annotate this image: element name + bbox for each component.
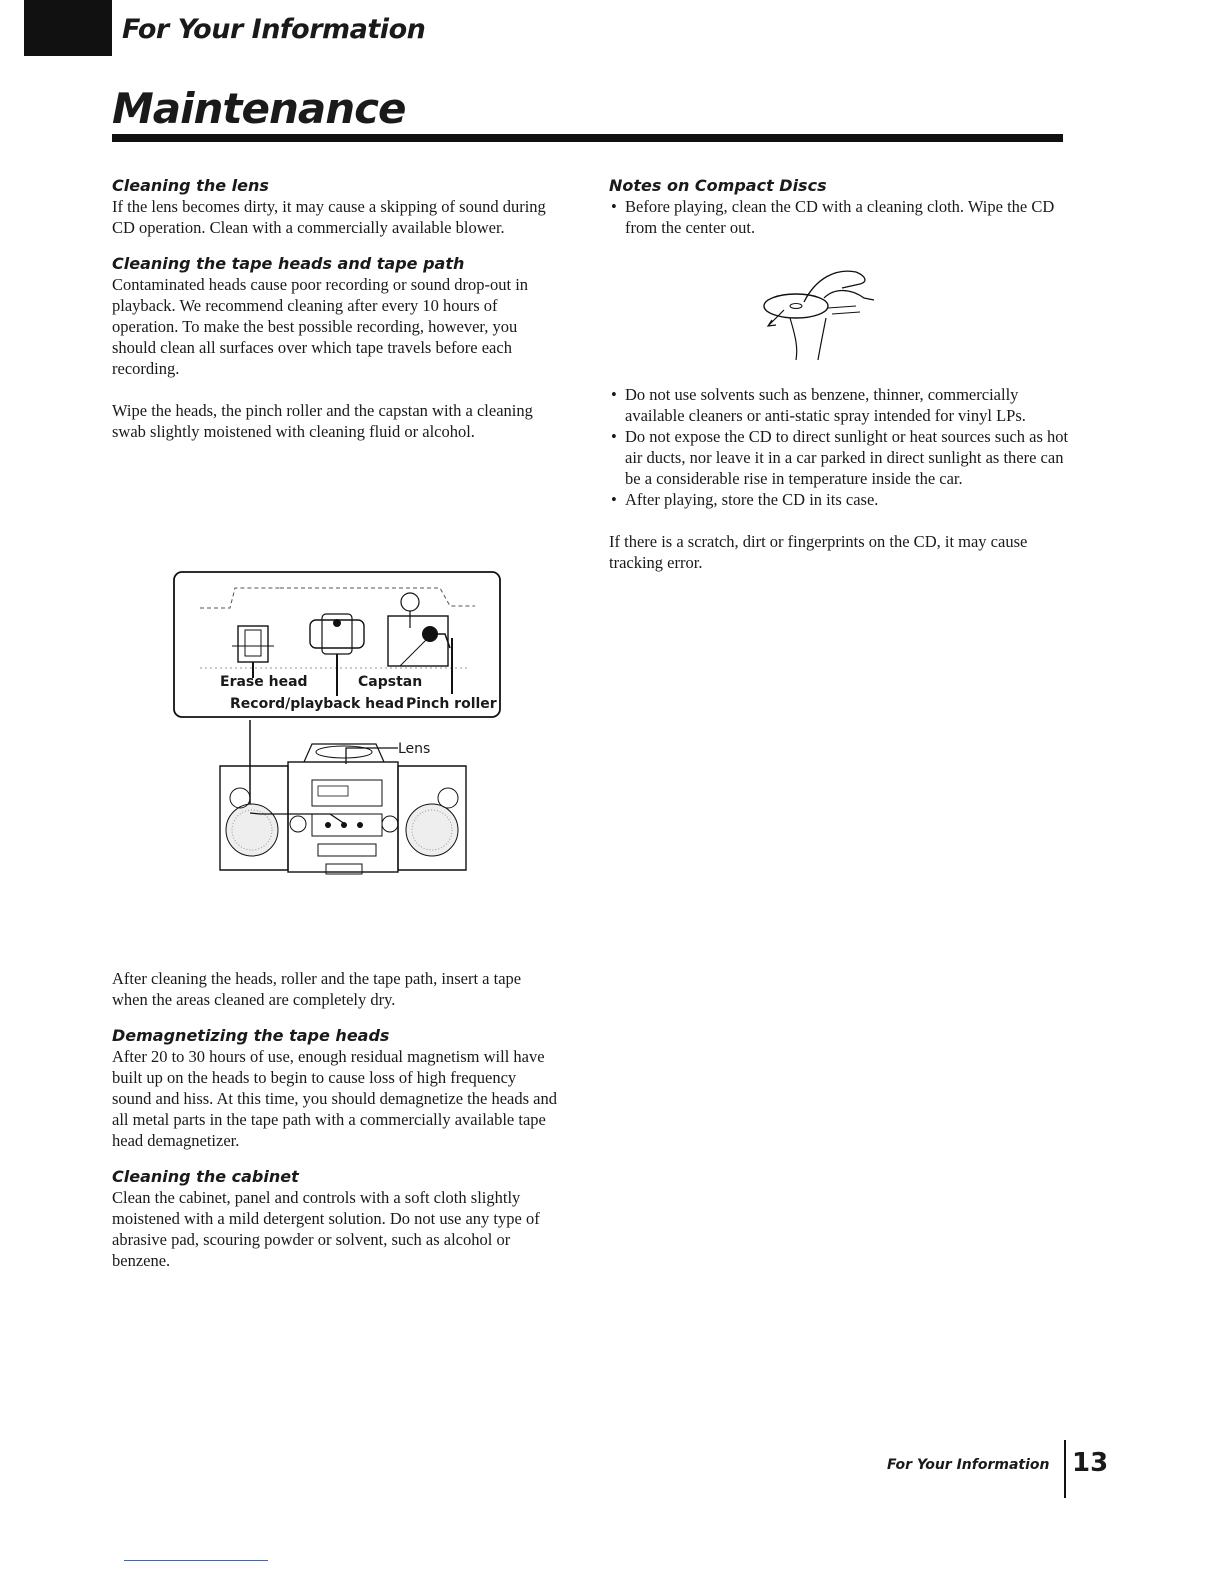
label-capstan: Capstan [358, 674, 423, 690]
title-rule [112, 134, 1063, 142]
section-tab-block [24, 0, 112, 56]
footer-section-label: For Your Information [887, 1457, 1050, 1473]
cd-bullets [609, 384, 1069, 510]
heading-cleaning-lens: Cleaning the lens [112, 176, 269, 195]
text-cleaning-lens: If the lens becomes dirty, it may cause a skipping of sound during CD operation. Clean with a commercially available blower. [112, 197, 546, 237]
right-column-lower [609, 384, 1069, 573]
text-cleaning-cabinet: Clean the cabinet, panel and controls with a soft cloth slightly moistened with a mild detergent solution. Do not use any type of abrasive pad, scouring powder or solvent, such as alcohol or benzene. [112, 1188, 540, 1270]
stereo-diagram [200, 718, 480, 883]
list-item: • After playing, store the CD in its case. [609, 489, 1069, 510]
left-column [112, 175, 557, 442]
text-cleaning-tape-1: Contaminated heads cause poor recording or sound drop-out in playback. We recommend cleaning after every 10 hours of operation. To make the best possible recording, however, you should clean all surfaces over which tape travels before each recording. [112, 275, 529, 378]
label-record-playback-head: Record/playback head [230, 696, 405, 712]
footer-rule [1064, 1440, 1066, 1498]
left-column-lower [112, 968, 557, 1271]
list-item: • Before playing, clean the CD with a cleaning cloth. Wipe the CD from the center out. [609, 196, 1069, 238]
heading-compact-discs: Notes on Compact Discs [609, 176, 827, 195]
text-cleaning-tape-2: Wipe the heads, the pinch roller and the capstan with a cleaning swab slightly moistened with cleaning fluid or alcohol. [112, 401, 533, 441]
text-cd-tracking: If there is a scratch, dirt or fingerprints on the CD, it may cause tracking error. [609, 532, 1028, 572]
bottom-line [124, 1560, 268, 1561]
list-item: • Do not expose the CD to direct sunlight or heat sources such as hot air ducts, nor leave it in a car parked in direct sunlight as there can be a considerable rise in temperature inside the car. [609, 426, 1069, 489]
heading-demagnetizing: Demagnetizing the tape heads [112, 1026, 390, 1045]
text-after-cleaning: After cleaning the heads, roller and the tape path, insert a tape when the areas cleaned are completely dry. [112, 969, 522, 1009]
label-erase-head: Erase head [220, 674, 308, 690]
cd-cleaning-diagram [756, 258, 886, 363]
label-lens: Lens [398, 741, 431, 757]
list-item: • Do not use solvents such as benzene, thinner, commercially available cleaners or anti-static spray intended for vinyl LPs. [609, 384, 1069, 426]
cd-cleaning-illustration [756, 258, 886, 363]
section-title: For Your Information [122, 14, 426, 45]
cd-bullet-first [609, 196, 1069, 238]
right-column [609, 175, 1069, 238]
heading-cleaning-tape: Cleaning the tape heads and tape path [112, 254, 465, 273]
label-pinch-roller: Pinch roller [406, 696, 497, 712]
text-demagnetizing: After 20 to 30 hours of use, enough residual magnetism will have built up on the heads to begin to cause loss of high frequency sound and hiss. At this time, you should demagnetize the heads and all metal parts in the tape path with a commercially available tape head demagnetizer. [112, 1047, 557, 1150]
page-number: 13 [1072, 1448, 1109, 1478]
page-title: Maintenance [112, 84, 406, 133]
tape-head-diagram [170, 568, 505, 720]
stereo-illustration [200, 718, 480, 883]
heading-cleaning-cabinet: Cleaning the cabinet [112, 1167, 299, 1186]
